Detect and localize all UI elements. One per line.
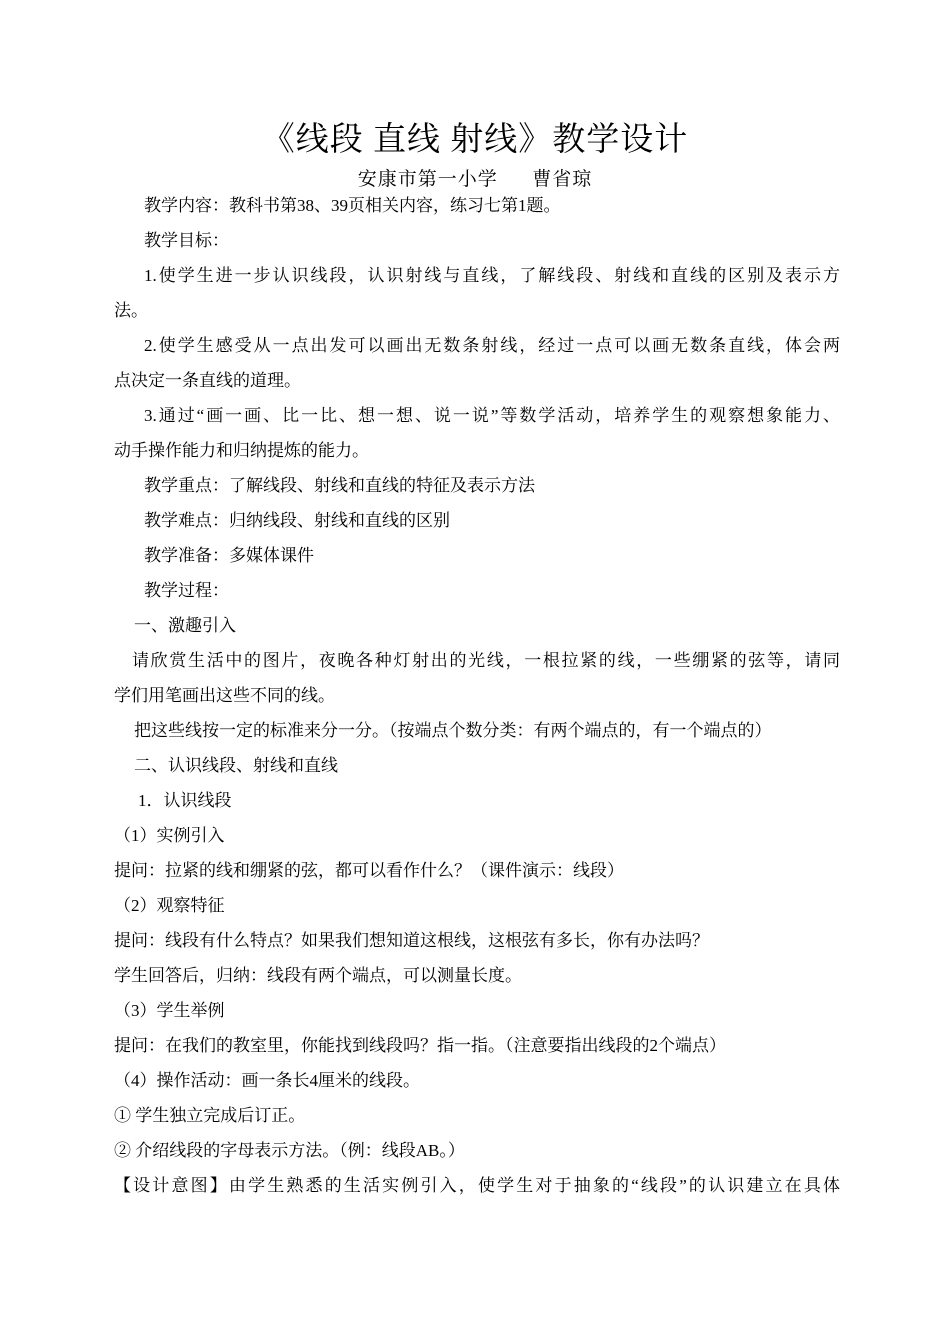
question-2: 提问：线段有什么特点？如果我们想知道这根线，这根弦有多长，你有办法吗？ (114, 931, 709, 950)
section-heading-2: 二、认识线段、射线和直线 (134, 756, 338, 775)
step-3-heading: （3）学生举例 (114, 1001, 225, 1020)
paragraph-objective-3-cont: 动手操作能力和归纳提炼的能力。 (114, 441, 369, 460)
subsection-heading-1: 1．认识线段 (138, 791, 232, 810)
section-heading-1: 一、激趣引入 (134, 616, 236, 635)
paragraph-intro-cont: 学们用笔画出这些不同的线。 (114, 686, 335, 705)
step-2-heading: （2）观察特征 (114, 896, 225, 915)
step-1-heading: （1）实例引入 (114, 826, 225, 845)
paragraph-objectives-heading: 教学目标： (144, 231, 229, 250)
activity-item-2: ② 介绍线段的字母表示方法。（例：线段AB。） (114, 1141, 465, 1160)
document-title: 《线段 直线 射线》教学设计 (261, 122, 689, 158)
paragraph-objective-2: 2.使学生感受从一点出发可以画出无数条射线，经过一点可以画无数条直线，体会两 (144, 336, 840, 355)
paragraph-objective-1-cont: 法。 (114, 301, 148, 320)
paragraph-intro: 请欣赏生活中的图片，夜晚各种灯射出的光线，一根拉紧的线，一些绷紧的弦等，请同 (132, 651, 840, 670)
paragraph-objective-1: 1.使学生进一步认识线段，认识射线与直线，了解线段、射线和直线的区别及表示方 (144, 266, 840, 285)
question-3: 提问：在我们的教室里，你能找到线段吗？指一指。（注意要指出线段的2个端点） (114, 1036, 726, 1055)
paragraph-process-heading: 教学过程： (144, 581, 229, 600)
summary-line: 学生回答后，归纳：线段有两个端点，可以测量长度。 (114, 966, 522, 985)
paragraph-preparation: 教学准备：多媒体课件 (144, 546, 314, 565)
step-4-heading: （4）操作活动：画一条长4厘米的线段。 (114, 1071, 420, 1090)
author-line: 安康市第一小学 曹省琼 (357, 169, 593, 190)
paragraph-objective-2-cont: 点决定一条直线的道理。 (114, 371, 301, 390)
paragraph-teaching-content: 教学内容：教科书第38、39页相关内容，练习七第1题。 (144, 196, 561, 215)
paragraph-key-points: 教学重点：了解线段、射线和直线的特征及表示方法 (144, 476, 535, 495)
question-1: 提问：拉紧的线和绷紧的弦，都可以看作什么？（课件演示：线段） (114, 861, 624, 880)
paragraph-objective-3: 3.通过“画一画、比一比、想一想、说一说”等数学活动，培养学生的观察想象能力、 (144, 406, 840, 425)
document-body (114, 188, 840, 1203)
paragraph-difficulties: 教学难点：归纳线段、射线和直线的区别 (144, 511, 450, 530)
activity-item-1: ① 学生独立完成后订正。 (114, 1106, 306, 1125)
design-intent: 【设计意图】由学生熟悉的生活实例引入，使学生对于抽象的“线段”的认识建立在具体 (114, 1176, 840, 1195)
paragraph-classify: 把这些线按一定的标准来分一分。（按端点个数分类：有两个端点的，有一个端点的） (134, 721, 772, 740)
